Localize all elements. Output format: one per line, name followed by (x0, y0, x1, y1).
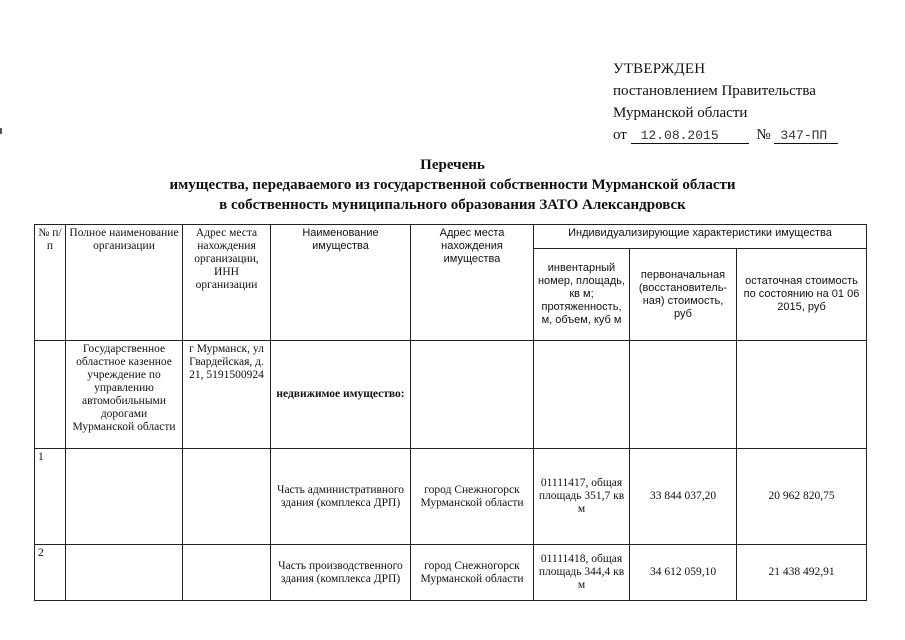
org-row (35, 341, 867, 449)
header-inventory: инвентарный номер, площадь, кв м; протяженность, м, объем, куб м (534, 249, 630, 341)
header-residual-cost: остаточная стоимость по состоянию на 01 06 2015, руб (737, 249, 867, 341)
number-field (774, 128, 838, 144)
approval-line-2: Мурманской области (613, 105, 748, 121)
header-characteristics: Индивидуализирующие характеристики имущества (534, 225, 867, 249)
row-initial-cost: 34 612 059,10 (630, 545, 737, 601)
row-property-name: Часть административного здания (комплекса ДРП) (271, 449, 411, 545)
row-residual-cost: 20 962 820,75 (737, 449, 867, 545)
section-label-cell: недвижимое имущество: (271, 341, 411, 449)
number-prefix: № (756, 127, 771, 143)
row-property-address: город Снежногорск Мурманской области (411, 449, 534, 545)
row-empty-address (183, 449, 271, 545)
title-line-2: имущества, передаваемого из государственной собственности Мурманской области (169, 177, 736, 193)
title-line-3: в собственность муниципального образования ЗАТО Александровск (219, 197, 686, 213)
scan-edge-mark (0, 128, 2, 134)
row-num: 1 (35, 449, 66, 545)
org-row-empty-1 (411, 341, 534, 449)
row-num: 2 (35, 545, 66, 601)
document-title (0, 155, 905, 215)
org-name-cell: Государственное областное казенное учреждение по управлению автомобильными дорогами Мурманской области (66, 341, 183, 449)
row-empty-org (66, 449, 183, 545)
table-row (35, 545, 867, 601)
date-field (631, 128, 749, 144)
row-inventory: 01111418, общая площадь 344,4 кв м (534, 545, 630, 601)
row-empty-address (183, 545, 271, 601)
row-initial-cost: 33 844 037,20 (630, 449, 737, 545)
header-row-1 (35, 225, 867, 249)
header-org-name: Полное наименование организации (66, 225, 183, 341)
header-property-name: Наименование имущества (271, 225, 411, 341)
approval-stamp (613, 58, 838, 146)
row-property-name: Часть производственного здания (комплекса ДРП) (271, 545, 411, 601)
row-inventory: 01111417, общая площадь 351,7 кв м (534, 449, 630, 545)
date-value: 12.08.2015 (640, 128, 719, 143)
header-initial-cost: первоначальная (восстановитель-ная) стоимость, руб (630, 249, 737, 341)
approval-title: УТВЕРЖДЕН (613, 61, 706, 77)
row-property-address: город Снежногорск Мурманской области (411, 545, 534, 601)
table-row (35, 449, 867, 545)
title-line-1: Перечень (420, 157, 485, 173)
org-row-num (35, 341, 66, 449)
property-table (34, 224, 867, 601)
header-org-address: Адрес места нахождения организации, ИНН организации (183, 225, 271, 341)
date-prefix: от (613, 127, 627, 143)
org-row-empty-3 (630, 341, 737, 449)
org-row-empty-2 (534, 341, 630, 449)
org-row-empty-4 (737, 341, 867, 449)
approval-date-line (613, 124, 838, 146)
row-empty-org (66, 545, 183, 601)
number-value: 347-ПП (780, 128, 828, 143)
header-num: № п/п (35, 225, 66, 341)
org-address-cell: г Мурманск, ул Гвардейская, д. 21, 5191500924 (183, 341, 271, 449)
header-property-address: Адрес места нахождения имущества (411, 225, 534, 341)
row-residual-cost: 21 438 492,91 (737, 545, 867, 601)
approval-line-1: постановлением Правительства (613, 83, 816, 99)
